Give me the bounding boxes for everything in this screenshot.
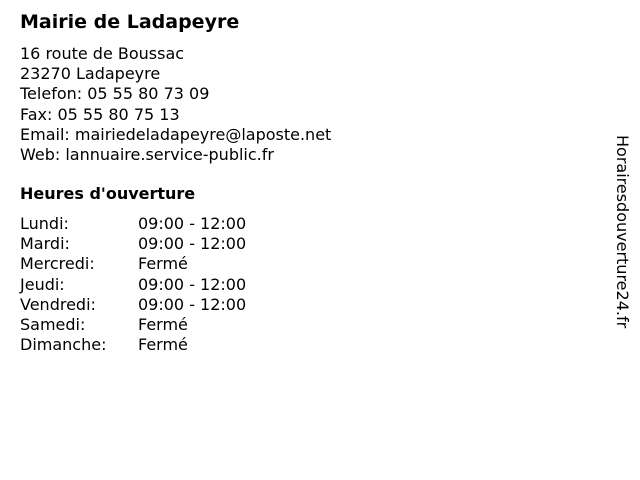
hours-row [20, 214, 246, 234]
hours-time: Fermé [138, 335, 188, 355]
address-street: 16 route de Boussac [20, 44, 185, 63]
hours-day: Mercredi: [20, 254, 95, 274]
site-brand: Horairesdouverture24.fr [613, 135, 632, 329]
hours-day: Jeudi: [20, 274, 65, 294]
hours-time: 09:00 - 12:00 [138, 274, 247, 294]
hours-row [20, 254, 246, 274]
hours-row [20, 335, 246, 355]
hours-row [20, 234, 246, 254]
contact-block [20, 44, 331, 165]
hours-day: Samedi: [20, 315, 86, 335]
hours-day: Dimanche: [20, 335, 107, 355]
hours-row [20, 315, 246, 335]
hours-time: 09:00 - 12:00 [138, 214, 247, 233]
hours-time: Fermé [138, 254, 188, 274]
website: Web: lannuaire.service-public.fr [20, 145, 274, 165]
fax-number: Fax: 05 55 80 75 13 [20, 104, 180, 124]
hours-row [20, 275, 246, 295]
page-title: Mairie de Ladapeyre [20, 11, 240, 33]
phone-number: Telefon: 05 55 80 73 09 [20, 84, 210, 104]
hours-table [20, 214, 246, 355]
hours-day: Lundi: [20, 214, 69, 233]
hours-row [20, 295, 246, 315]
hours-day: Vendredi: [20, 294, 96, 314]
email-address: Email: mairiedeladapeyre@laposte.net [20, 124, 332, 144]
address-city: 23270 Ladapeyre [20, 64, 161, 84]
hours-time: 09:00 - 12:00 [138, 234, 247, 254]
hours-heading: Heures d'ouverture [20, 184, 196, 203]
hours-day: Mardi: [20, 234, 70, 254]
hours-time: 09:00 - 12:00 [138, 294, 247, 314]
hours-time: Fermé [138, 315, 188, 335]
